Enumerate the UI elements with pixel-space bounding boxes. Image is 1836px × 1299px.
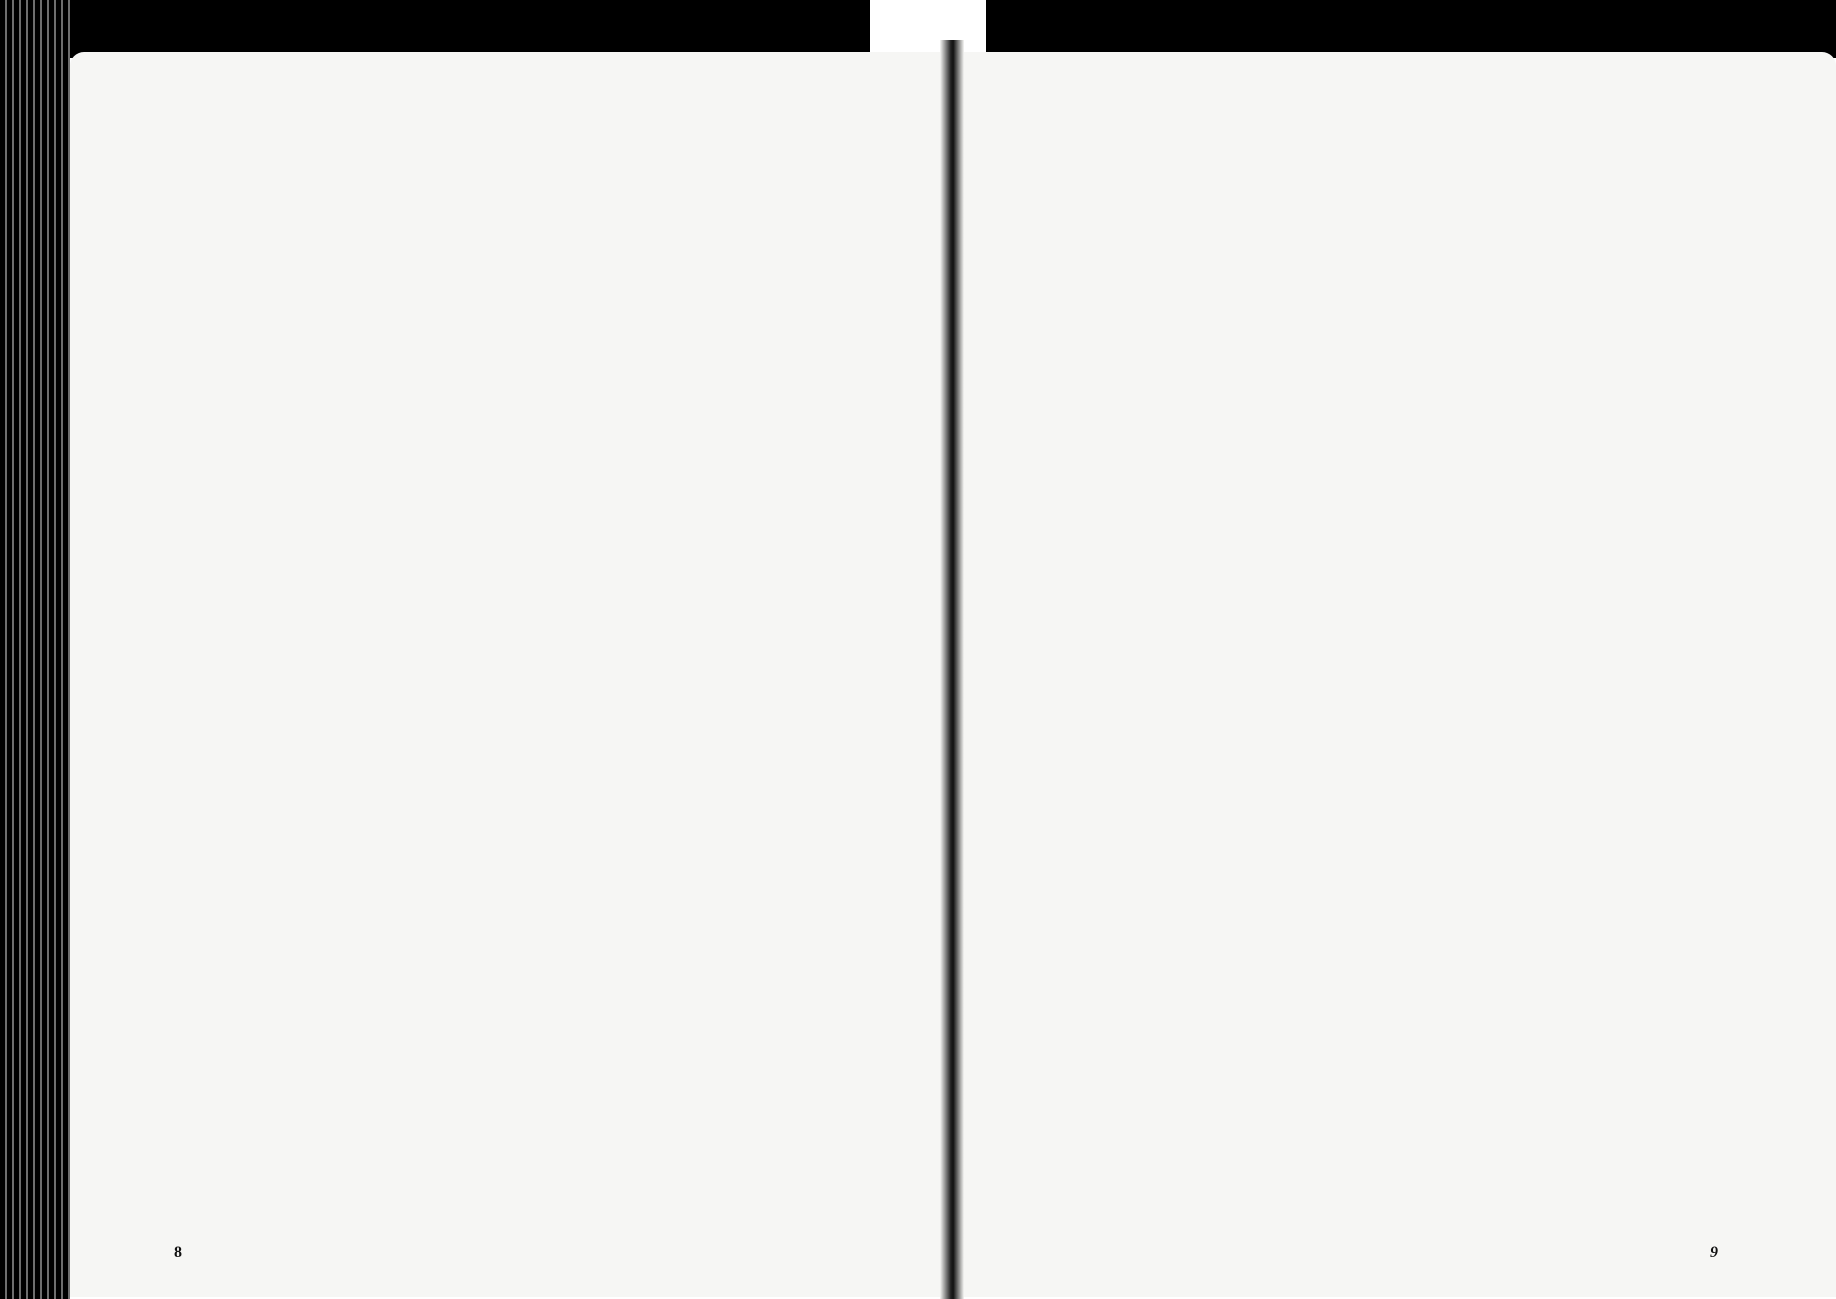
book-gutter <box>940 40 964 1299</box>
left-page <box>70 52 952 1297</box>
top-gap <box>870 0 986 52</box>
book-page-edges <box>0 0 70 1299</box>
right-page <box>956 52 1836 1297</box>
page-number-left: 8 <box>174 1244 182 1261</box>
page-number-right: 9 <box>1710 1244 1718 1261</box>
